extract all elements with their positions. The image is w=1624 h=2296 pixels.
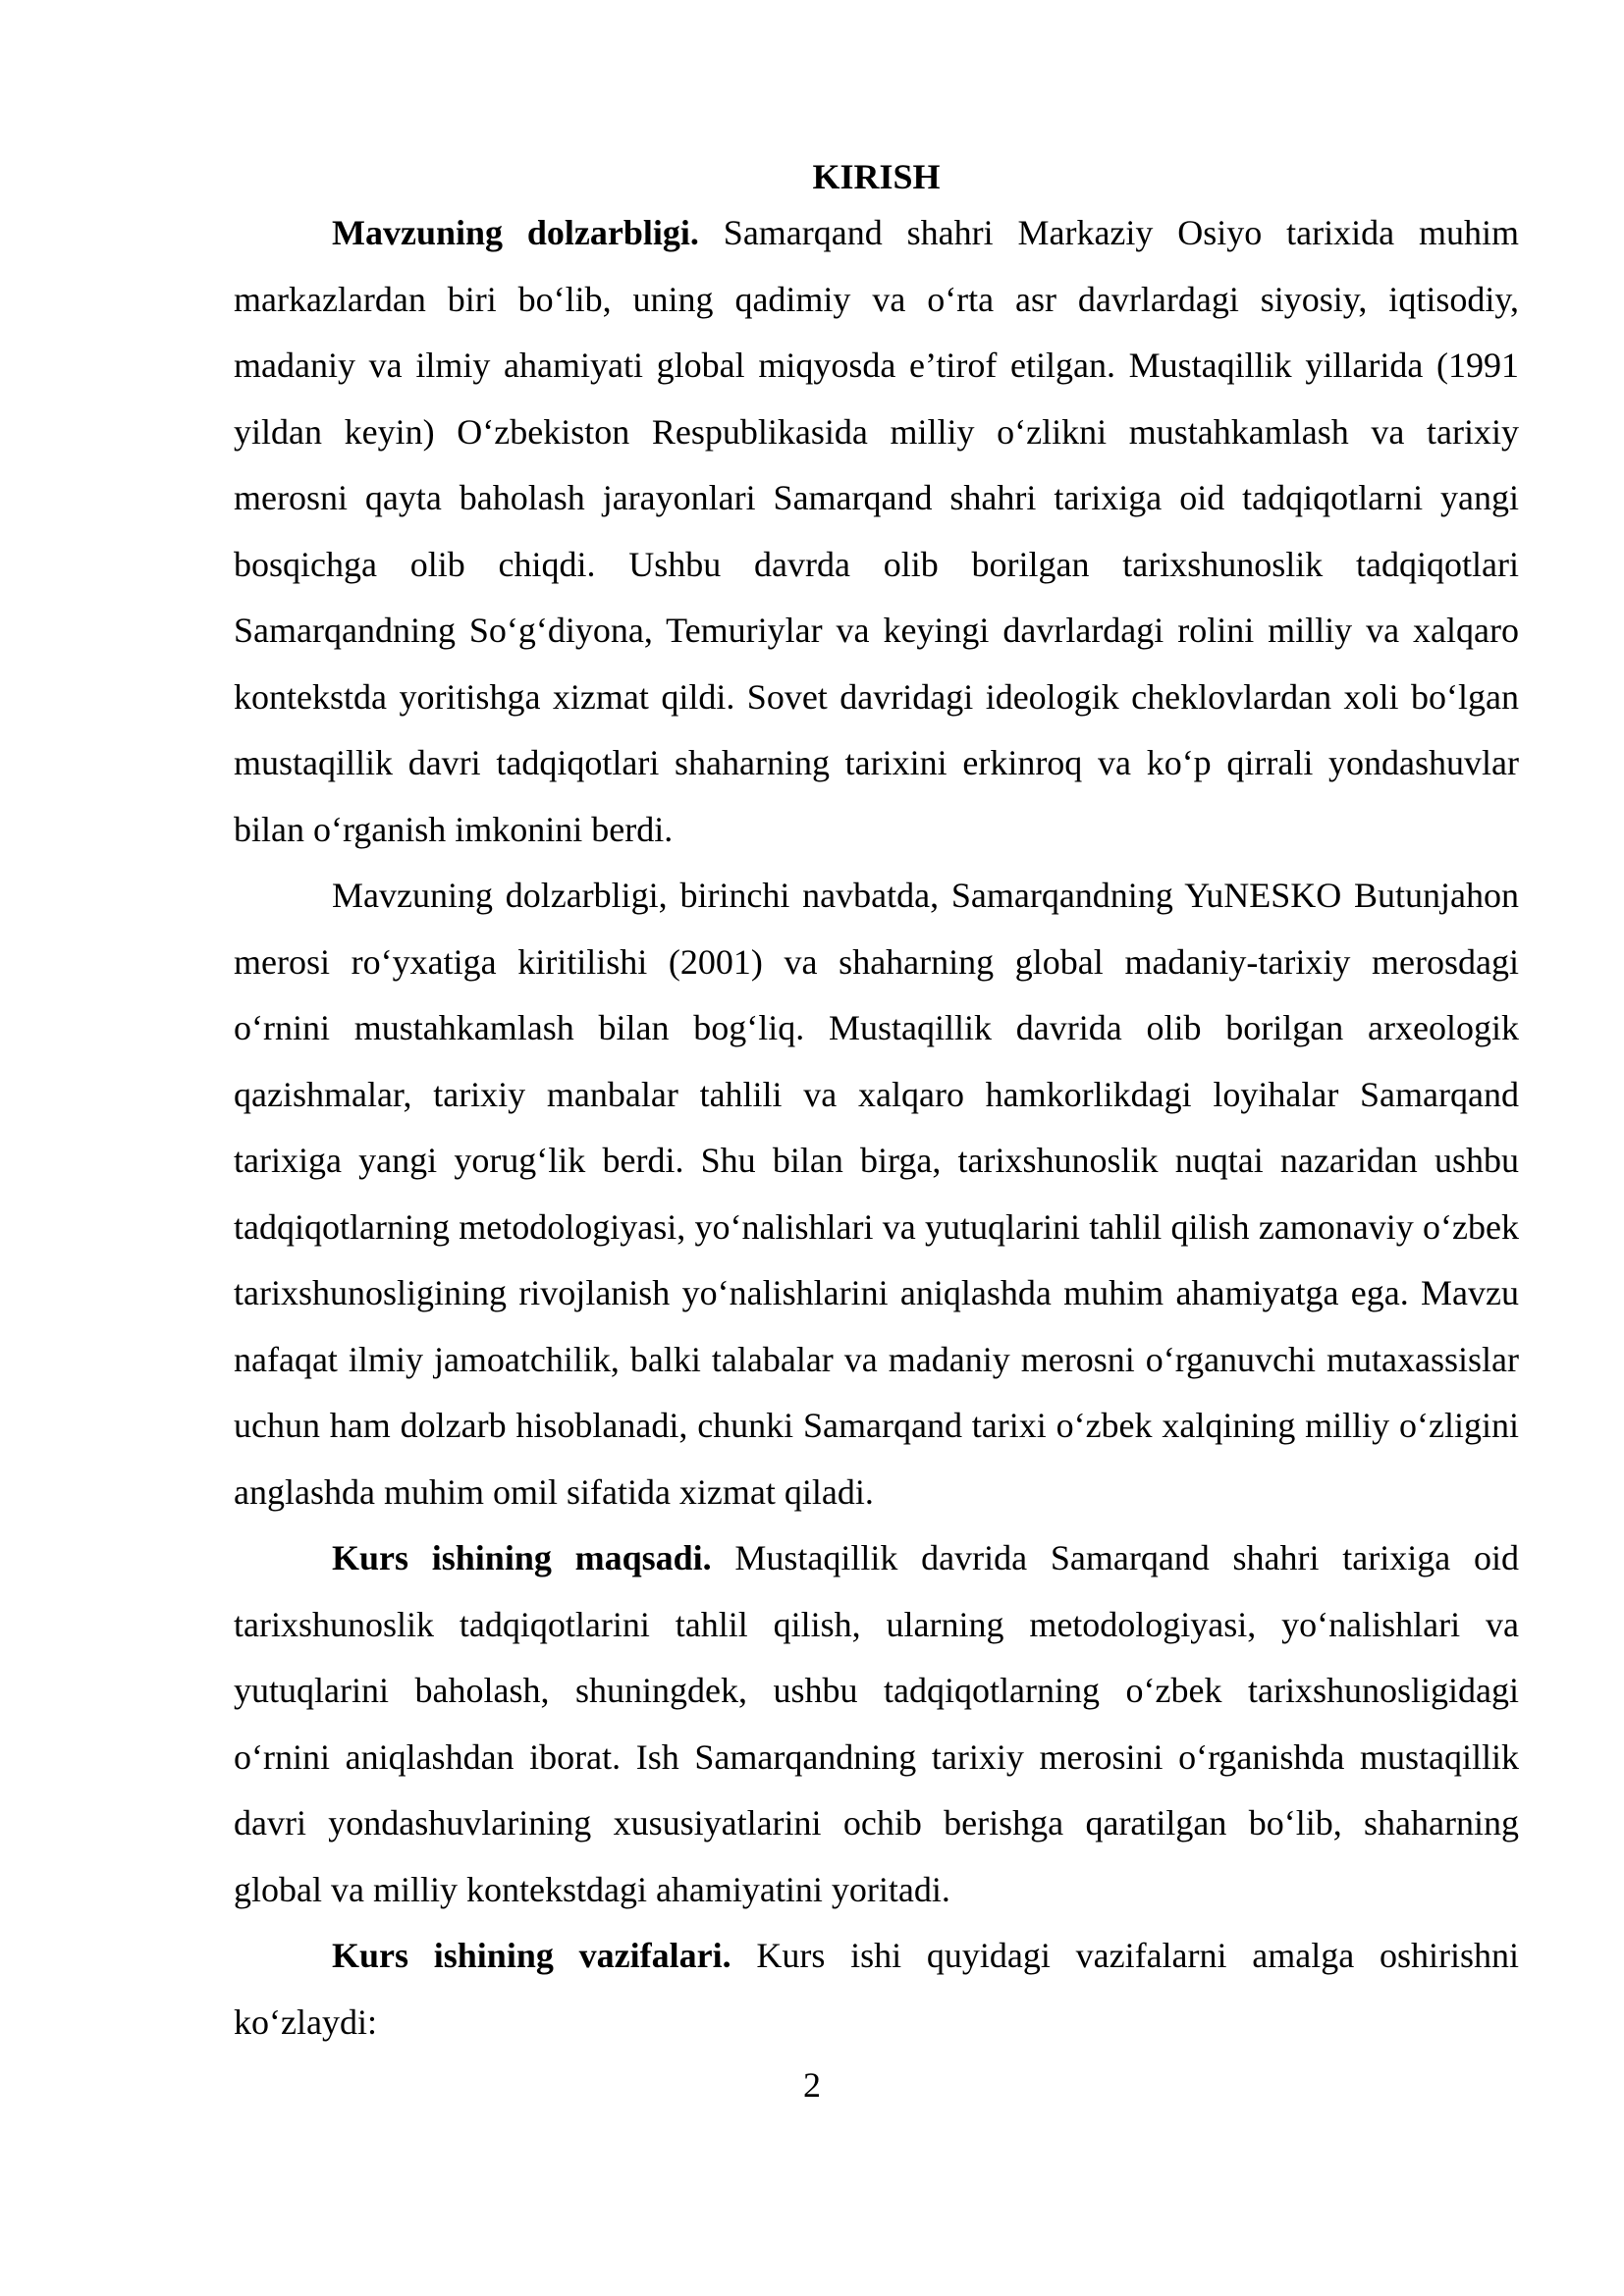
paragraph-goal xyxy=(234,1525,1519,1923)
section-heading: KIRISH xyxy=(812,157,941,196)
paragraph-relevance xyxy=(234,200,1519,863)
paragraph-text: Mustaqillik davrida Samarqand shahri tarixiga oid tarixshunoslik tadqiqotlarini tahlil qilish, ularning metodologiyasi, yo‘nalishlari va yutuqlarini baholash, shuningdek, ushbu tadqiqotlarning o‘zbek tarixshunosligidagi o‘rnini aniqlashdan iborat. Ish Samarqandning tarixiy merosini o‘rganishda mustaqillik davri yondashuvlarining xususiyatlarini ochib berishga qaratilgan bo‘lib, shaharning global va milliy kontekstdagi ahamiyatini yoritadi. xyxy=(234,1538,1519,1909)
paragraph-lead: Kurs ishining maqsadi. xyxy=(332,1538,712,1577)
page-number: 2 xyxy=(803,2065,821,2105)
paragraph-lead: Kurs ishining vazifalari. xyxy=(332,1936,731,1975)
paragraph-text: Kurs ishi quyidagi vazifalarni amalga oshirishni ko‘zlaydi: xyxy=(234,1936,1520,2042)
paragraph-text: Mavzuning dolzarbligi, birinchi navbatda, Samarqandning YuNESKO Butunjahon merosi ro‘yxatiga kiritilishi (2001) va shaharning global madaniy-tarixiy merosdagi o‘rnini mustahkamlash bilan bog‘liq. Mustaqillik davrida olib borilgan arxeologik qazishmalar, tarixiy manbalar tahlili va xalqaro hamkorlikdagi loyihalar Samarqand tarixiga yangi yorug‘lik berdi. Shu bilan birga, tarixshunoslik nuqtai nazaridan ushbu tadqiqotlarning metodologiyasi, yo‘nalishlari va yutuqlarini tahlil qilish zamonaviy o‘zbek tarixshunosligining rivojlanish yo‘nalishlarini aniqlashda muhim ahamiyatga ega. Mavzu nafaqat ilmiy jamoatchilik, balki talabalar va madaniy merosni o‘rganuvchi mutaxassislar uchun ham dolzarb hisoblanadi, chunki Samarqand tarixi o‘zbek xalqining milliy o‘zligini anglashda muhim omil sifatida xizmat qiladi. xyxy=(234,876,1519,1512)
paragraph-lead: Mavzuning dolzarbligi. xyxy=(332,213,699,252)
page-content xyxy=(234,153,1519,2056)
paragraph-relevance-continued xyxy=(234,863,1519,1525)
paragraph-text: Samarqand shahri Markaziy Osiyo tarixida muhim markazlardan biri bo‘lib, uning qadimiy va o‘rta asr davrlardagi siyosiy, iqtisodiy, madaniy va ilmiy ahamiyati global miqyosda e’tirof etilgan. Mustaqillik yillarida (1991 yildan keyin) O‘zbekiston Respublikasida milliy o‘zlikni mustahkamlash va tarixiy merosni qayta baholash jarayonlari Samarqand shahri tarixiga oid tadqiqotlarni yangi bosqichga olib chiqdi. Ushbu davrda olib borilgan tarixshunoslik tadqiqotlari Samarqandning So‘g‘diyona, Temuriylar va keyingi davrlardagi rolini milliy va xalqaro kontekstda yoritishga xizmat qildi. Sovet davridagi ideologik cheklovlardan xoli bo‘lgan mustaqillik davri tadqiqotlari shaharning tarixini erkinroq va ko‘p qirrali yondashuvlar bilan o‘rganish imkonini berdi. xyxy=(234,213,1520,849)
paragraph-tasks xyxy=(234,1923,1519,2056)
